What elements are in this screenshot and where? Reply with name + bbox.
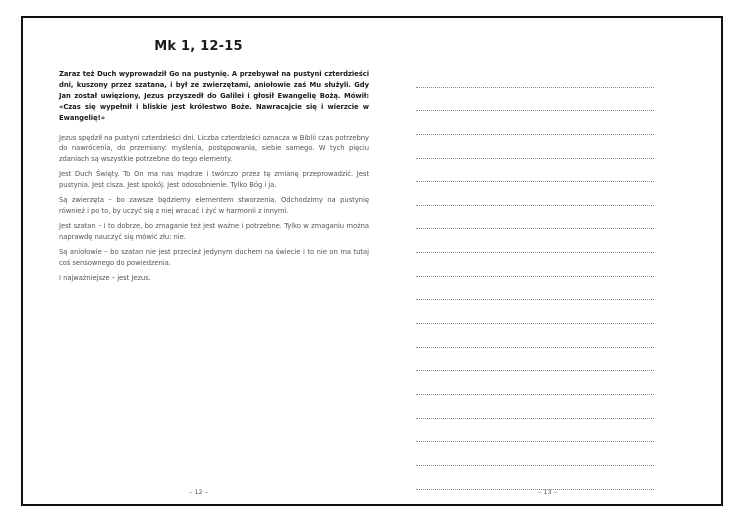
page-content [59,69,369,287]
notes-area [416,64,654,490]
note-line [416,182,654,206]
note-line [416,300,654,324]
note-line [416,395,654,419]
note-line [416,253,654,277]
note-line [416,277,654,301]
note-line [416,324,654,348]
note-line [416,159,654,183]
note-line [416,64,654,88]
reflection-paragraph-3: Są zwierzęta – bo zawsze będziemy elementem stworzenia. Odchodzimy na pustynię również i po to, by uczyć się z niej wracać i żyć w harmonii z innymi. [59,196,369,215]
note-line [416,111,654,135]
reflection-paragraph-6: I najważniejsze – jest Jezus. [59,273,151,282]
note-line [416,371,654,395]
note-line [416,442,654,466]
scripture-passage: Zaraz też Duch wyprowadził Go na pustynię. A przebywał na pustyni czterdzieści dni, kuszony przez szatana, i był ze zwierzętami, aniołowie zaś Mu służyli. Gdy Jan został uwięziony, Jezus przyszedł do Galilei i głosił Ewangelię Bożą. Mówił: «Czas się wypełnił i bliskie jest królestwo Boże. Nawracajcie się i wierzcie w Ewangelię!» [59,70,369,122]
note-line [416,348,654,372]
page-title: Mk 1, 12-15 [154,39,243,54]
note-line [416,206,654,230]
reflection-paragraph-5: Są aniołowie – bo szatan nie jest przecież jedynym duchem na świecie i to nie on ma tutaj coś sensownego do powiedzenia. [59,247,369,267]
note-line [416,229,654,253]
note-line [416,135,654,159]
left-page [23,18,374,504]
note-line [416,88,654,112]
page-number-right: – 13 – [538,488,557,496]
page-number-left: – 12 – [189,488,208,496]
right-page [374,18,721,504]
note-line [416,466,654,490]
note-line [416,419,654,443]
reflection-paragraph-4: Jest szatan – i to dobrze, bo zmaganie też jest ważne i potrzebne. Tylko w zmaganiu można naprawdę nauczyć się mówić złu: nie. [59,221,369,241]
book-spread [21,16,723,506]
reflection-paragraph-2: Jest Duch Święty. To On ma nas mądrze i twórczo przez tę zmianę przeprowadzić. Jest pustynia. Jest cisza. Jest spokój. Jest odosobnienie. Tylko Bóg i ja. [59,170,369,190]
reflection-paragraph-1: Jezus spędził na pustyni czterdzieści dni. Liczba czterdzieści oznacza w Biblii czas potrzebny do nawrócenia, do przemiany: myślenia, postępowania, siebie samego. W tych pięciu zdaniach są wszystkie potrzebne do tego elementy. [59,133,369,164]
